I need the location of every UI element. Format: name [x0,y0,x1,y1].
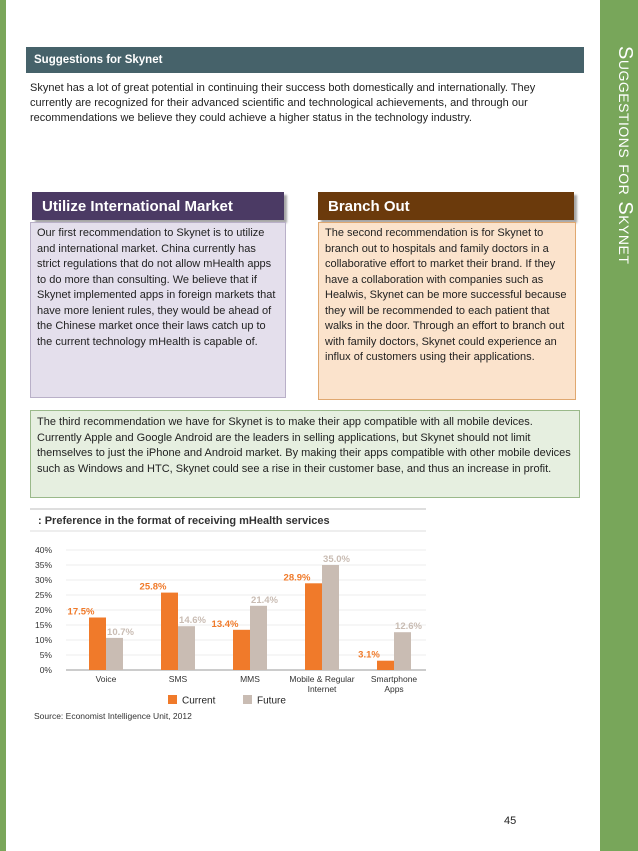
chart-title: : Preference in the format of receiving mHealth services [38,515,330,527]
data-label: 14.6% [179,615,206,627]
category-label: Smartphone [370,674,418,684]
category-label: Voice [95,674,117,684]
category-label: SMS [168,674,188,684]
category-label: Apps [384,684,404,694]
data-label: 3.1% [358,649,380,661]
chart-source: Source: Economist Intelligence Unit, 2012 [34,711,192,721]
side-title: Suggestions for Skynet [614,46,636,265]
y-tick-label: 5% [39,650,52,660]
box-title-international-market: Utilize International Market [32,192,284,220]
data-label: 21.4% [251,594,278,606]
intro-paragraph: Skynet has a lot of great potential in continuing their success both domestically and internationally. They currently are recognized for their advanced scientific and technological achievements, and through our recommendations we believe they could achieve a higher status in the technology industry. [30,82,536,124]
data-label: 13.4% [211,618,239,630]
category-label: Internet [307,684,337,694]
box-body-international-market: Our first recommendation to Skynet is to utilize and international market. China currently has strict regulations that do not allow mHealth apps to do more than consulting. We believe that if Skynet implemented apps in foreign markets that have more lenient rules, they would be ahead of the Chinese market once their laws catch up to the current technology mHealth is capable of. [30,222,286,398]
y-tick-label: 10% [34,635,52,645]
bar-future [322,565,339,670]
y-tick-label: 40% [34,545,52,555]
bar-future [394,632,411,670]
data-label: 17.5% [67,606,95,618]
box-title-branch-out: Branch Out [318,192,574,220]
legend-label-current: Current [182,695,216,707]
third-recommendation: The third recommendation we have for Skynet is to make their app compatible with all mobile devices. Currently Apple and Google Android are the leaders in selling applications, but Skynet should not limit themselves to just the iPhone and Android market. By making their apps compatible with other mobile devices such as Windows and HTC, Skynet could see a rise in their customer base, and thus an increase in profit. [30,410,580,498]
data-label: 28.9% [283,572,311,584]
y-tick-label: 15% [34,620,52,630]
data-label: 12.6% [395,621,422,633]
y-tick-label: 30% [34,575,52,585]
chart-svg [26,505,430,727]
category-label: MMS [240,674,260,684]
y-tick-label: 0% [39,665,52,675]
bar-current [89,618,106,671]
bar-current [233,630,250,670]
category-label: Mobile & Regular [289,674,355,684]
data-label: 10.7% [107,626,134,638]
data-label: 25.8% [139,581,167,593]
bar-future [178,626,195,670]
bar-future [250,606,267,670]
y-tick-label: 35% [34,560,52,570]
y-tick-label: 20% [34,605,52,615]
section-header: Suggestions for Skynet [26,47,584,73]
page-number: 45 [504,815,517,827]
preference-chart [26,505,430,727]
legend-swatch-future [243,695,252,704]
legend-swatch-current [168,695,177,704]
box-body-branch-out: The second recommendation is for Skynet to branch out to hospitals and family doctors in a collaborative effort to market their brand. If they have a collaboration with companies such as Healwis, Skynet can be more successful because they will be recommended to each patient that walks in the door. Through an effort to branch out with family doctors, Skynet could experience an influx of customers using their applications. [318,222,576,400]
data-label: 35.0% [323,554,350,565]
y-tick-label: 25% [34,590,52,600]
bar-future [106,638,123,670]
legend-label-future: Future [257,695,286,707]
bar-current [161,593,178,670]
bar-current [377,661,394,670]
left-border [0,0,6,851]
bar-current [305,583,322,670]
